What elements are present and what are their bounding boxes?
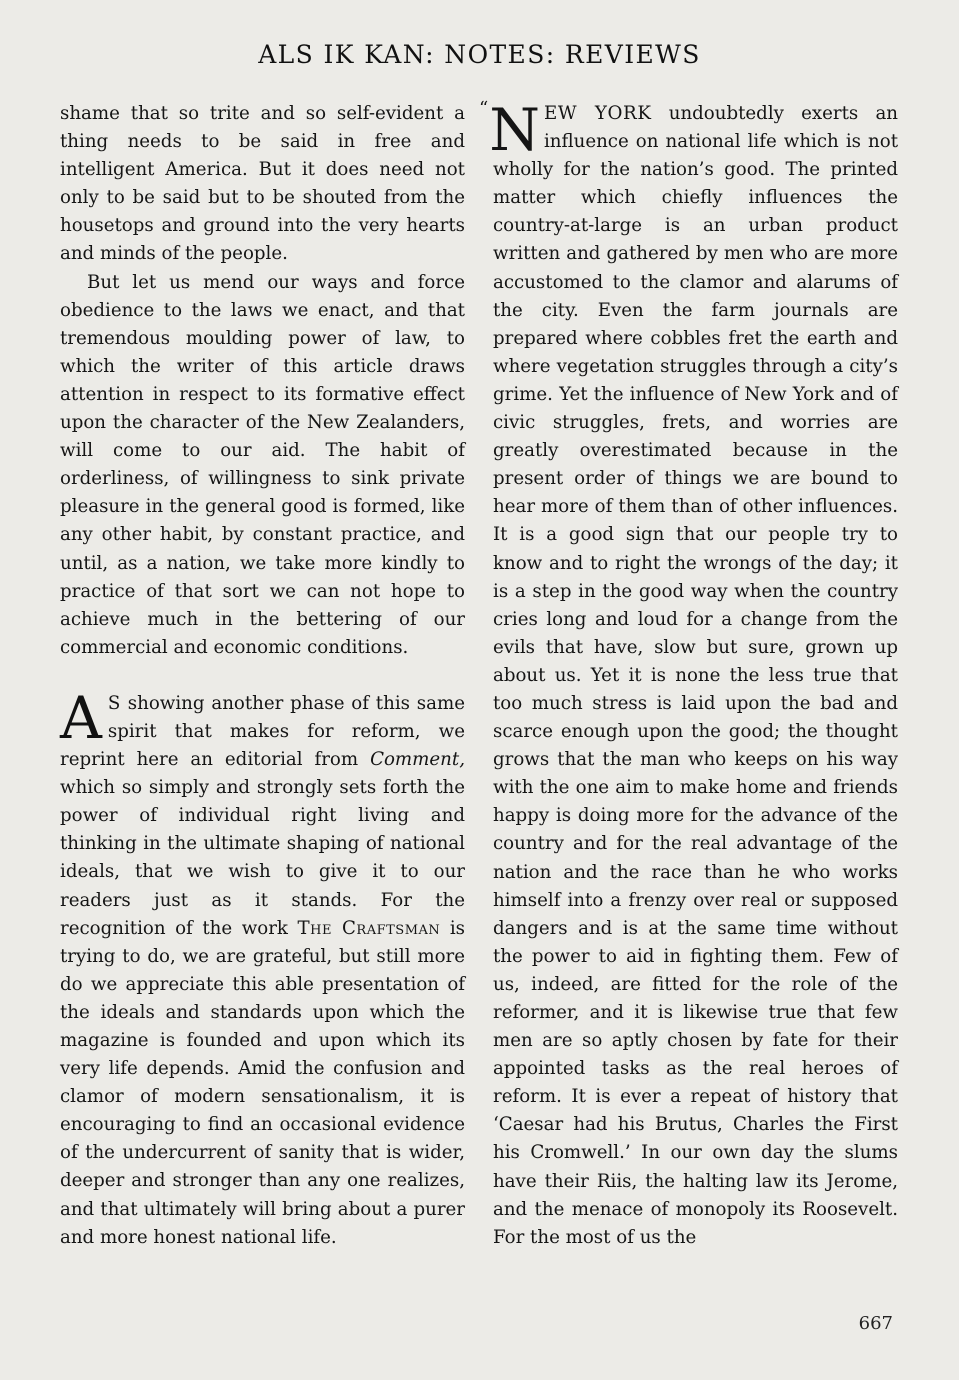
paragraph-text-segment: showing another phase of this same spirit that makes for reform, we reprint here an editorial from [60,692,465,771]
dropcap-letter-n: N [489,96,540,164]
paragraph-new-york [479,96,898,1252]
paragraph-comment-editorial [60,683,465,1252]
paragraph-text-segment: is trying to do, we are grateful, but still more do we appreciate this able presentation of the ideals and standards upon which the magazine is founded and upon which its very life depends. Amid the confusion and clamor of modern sensationalism, it is encouraging to find an occasional evidence of the undercurrent of sanity that is wider, deeper and stronger than any one realizes, and that ultimately will bring about a purer and more honest national life. [60,917,465,1248]
lead-caps-text: EW YORK [543,103,652,124]
paragraph-continuation: shame that so trite and so self-evident a thing needs to be said in free and intelligent America. But it does need not only to be said but to be shouted from the housetops and ground into the very hearts and minds of the people. [60,103,465,265]
paragraph-text-segment: undoubtedly exerts an influence on national life which is not wholly for the nation’s good. The printed matter which chiefly influences the country-at-large is an urban product written and gathered by men who are more accustomed to the clamor and alarums of the city. Even the farm journals are prepared where cobbles fret the earth and where vegetation struggles through a city’s grime. Yet the influence of New York and of civic struggles, frets, and worries are greatly overestimated because in the present order of things we are bound to hear more of them than of other influences. It is a good sign that our people try to know and to right the wrongs of the day; it is a step in the good way when the country cries long and loud for a change from the evils that have, slow but sure, grown up about us. Yet it is none the less true that too much stress is laid upon the bad and scarce enough upon the good; the thought grows that the man who keeps on his way with the one aim to make home and friends happy is doing more for the advance of the country and for the real advantage of the nation and the race than he who works himself into a frenzy over real or supposed dangers and is at the same time without the power to aid in fighting them. Few of us, indeed, are fitted for the role of the reformer, and it is likewise true that few men are so aptly chosen by fate for their appointed tasks as the real heroes of reform. It is ever a repeat of history that ‘Caesar had his Brutus, Charles the First his Cromwell.’ In our own day the slums have their Riis, the halting law its Jerome, and the menace of monopoly its Roosevelt. For the most of us the [493,103,898,1248]
right-column [479,96,898,1252]
paragraph-text-segment: which so simply and strongly sets forth the power of individual right living and thinking in the ultimate shaping of national ideals, that we wish to give it to our readers just as it stands. For the recognition of the work [60,777,465,939]
running-head-title: ALS IK KAN: NOTES: REVIEWS [258,40,701,69]
lead-caps-text: S [107,692,121,714]
publication-name-italic: Comment, [370,749,465,771]
dropcap-group [479,96,540,164]
magazine-name-smallcaps: The Craftsman [297,917,441,939]
open-quote-mark: “ [479,98,489,119]
paragraph-laws: But let us mend our ways and force obedience to the laws we enact, and that tremendous moulding power of law, to which the writer of this article draws attention in respect to its formative effect upon the character of the New Zealanders, will come to our aid. The habit of orderliness, of willingness to sink private pleasure in the general good is formed, like any other habit, by constant practice, and until, as a nation, we take more kindly to practice of that sort we can not hope to achieve much in the bettering of our commercial and economic conditions. [60,271,465,658]
left-column [60,100,465,1252]
page-number: 667 [858,1313,893,1334]
dropcap-letter-a: A [60,683,102,752]
